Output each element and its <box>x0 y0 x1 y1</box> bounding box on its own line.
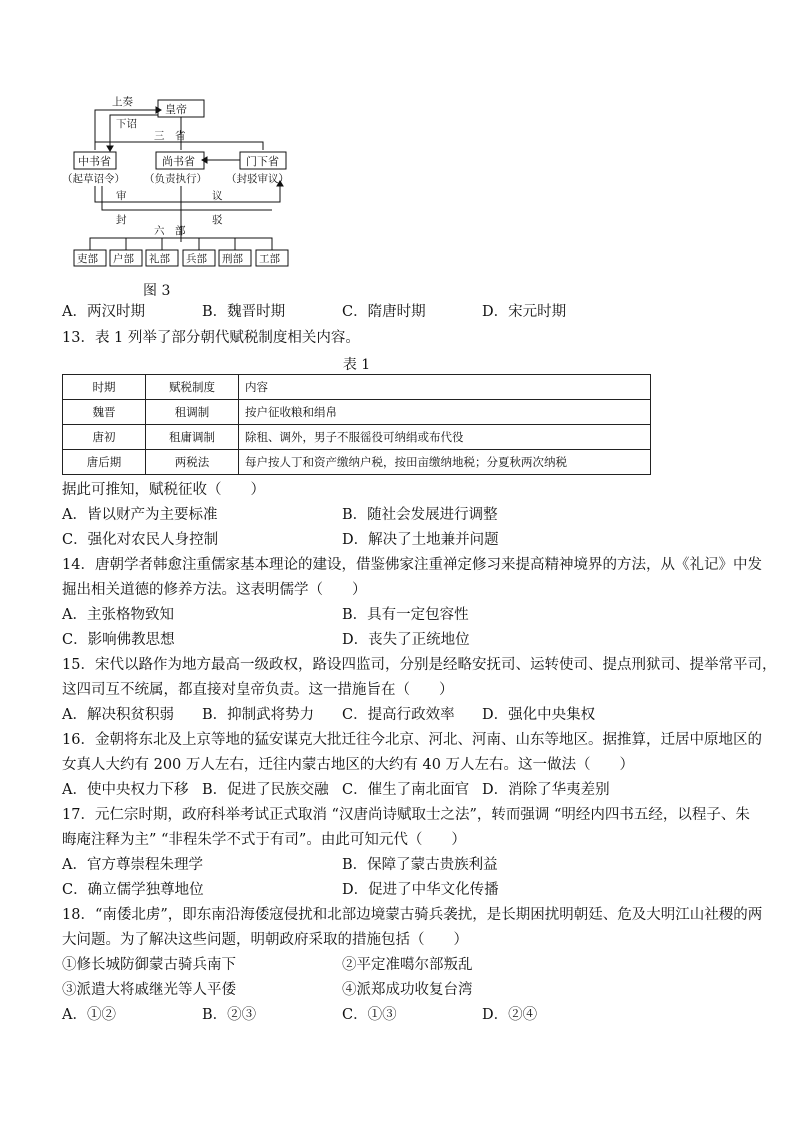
q18-line-1: 18．“南倭北虏”，即东南沿海倭寇侵扰和北部边境蒙古骑兵袭扰，是长期困扰明朝廷、危及大明江山社稷的两 <box>62 907 763 923</box>
shangzou-label: 上奏 <box>112 96 133 108</box>
cell-content: 每户按人丁和资产缴纳户税，按田亩缴纳地税；分夏秋两次纳税 <box>239 450 651 475</box>
shangshu-box-label: 尚书省 <box>162 155 195 168</box>
q17-option-c: C．确立儒学独尊地位 <box>62 882 204 898</box>
q17-line-1: 17．元仁宗时期，政府科举考试正式取消 “汉唐尚诗赋取士之法”，转而强调 “明经内四书五经，以程子、朱 <box>62 807 750 823</box>
emperor-box-label: 皇帝 <box>165 103 187 116</box>
zhongshu-role: （起草诏令） <box>62 173 125 185</box>
q14-option-c: C．影响佛教思想 <box>62 632 175 648</box>
q13-stem: 13．表 1 列举了部分朝代赋税制度相关内容。 <box>62 330 360 346</box>
q15-option-a: A．解决积贫积弱 <box>62 707 174 723</box>
tax-table <box>62 374 651 475</box>
xiazhao-label: 下诏 <box>116 118 137 130</box>
cell-content: 除租、调外，男子不服徭役可纳绢或布代役 <box>239 425 651 450</box>
q15-line-1: 15．宋代以路作为地方最高一级政权，路设四监司，分别是经略安抚司、运转使司、提点刑狱司、提举常平司， <box>62 657 777 673</box>
q12-option-d: D．宋元时期 <box>482 304 567 320</box>
table-row <box>63 450 651 475</box>
ministry-hu: 户部 <box>113 253 134 265</box>
figure-caption: 图 3 <box>143 283 171 299</box>
q14-option-a: A．主张格物致知 <box>62 607 174 623</box>
header-content: 内容 <box>239 375 651 400</box>
shen-label: 审 <box>116 190 127 202</box>
q13-option-c: C．强化对农民人身控制 <box>62 532 219 548</box>
q13-question: 据此可推知，赋税征收（ ） <box>62 482 265 498</box>
table-header-row <box>63 375 651 400</box>
q18-option-a: A．①② <box>62 1007 116 1023</box>
q18-line-2: 大问题。为了解决这些问题，明朝政府采取的措施包括（ ） <box>62 932 468 948</box>
menxia-box-label: 门下省 <box>246 155 279 168</box>
table-row <box>63 400 651 425</box>
q13-option-a: A．皆以财产为主要标准 <box>62 507 218 523</box>
feng-label: 封 <box>116 214 127 226</box>
ministry-li-rites: 礼部 <box>149 253 170 265</box>
q16-line-1: 16．金朝将东北及上京等地的猛安谋克大批迁往今北京、河北、河南、山东等地区。据推算，迁居中原地区的 <box>62 732 762 748</box>
q17-option-b: B．保障了蒙古贵族利益 <box>342 857 498 873</box>
q18-statement-3: ③派遣大将戚继光等人平倭 <box>62 982 236 998</box>
cell-content: 按户征收粮和绢帛 <box>239 400 651 425</box>
q14-option-b: B．具有一定包容性 <box>342 607 469 623</box>
zhongshu-box-label: 中书省 <box>78 155 111 168</box>
q18-statement-1: ①修长城防御蒙古骑兵南下 <box>62 957 236 973</box>
three-provinces-label: 三 省 <box>154 130 186 142</box>
menxia-role: （封驳审议） <box>226 173 289 185</box>
q14-option-d: D．丧失了正统地位 <box>342 632 470 648</box>
table-caption: 表 1 <box>342 357 371 373</box>
q13-option-d: D．解决了土地兼并问题 <box>342 532 499 548</box>
cell-period: 唐初 <box>63 425 146 450</box>
q16-option-b: B．促进了民族交融 <box>202 782 329 798</box>
q12-option-c: C．隋唐时期 <box>342 304 426 320</box>
q18-option-d: D．②④ <box>482 1007 538 1023</box>
q18-option-b: B．②③ <box>202 1007 257 1023</box>
cell-system: 租庸调制 <box>146 425 239 450</box>
ministry-li: 吏部 <box>77 253 98 265</box>
header-period: 时期 <box>63 375 146 400</box>
q14-line-1: 14．唐朝学者韩愈注重儒家基本理论的建设，借鉴佛家注重禅定修习来提高精神境界的方法，从《礼记》中发 <box>62 557 762 573</box>
q16-option-d: D．消除了华夷差别 <box>482 782 610 798</box>
six-ministries-label: 六 部 <box>154 225 186 237</box>
q16-line-2: 女真人大约有 200 万人左右，迁往内蒙古地区的大约有 40 万人左右。这一做法（ ） <box>62 757 635 773</box>
ministry-bing: 兵部 <box>186 253 207 265</box>
table-row <box>63 425 651 450</box>
q12-option-b: B．魏晋时期 <box>202 304 286 320</box>
q17-line-2: 晦庵注释为主” “非程朱学不式于有司”。由此可知元代（ ） <box>62 832 466 848</box>
q14-line-2: 掘出相关道德的修养方法。这表明儒学（ ） <box>62 582 367 598</box>
q15-line-2: 这四司互不统属，都直接对皇帝负责。这一措施旨在（ ） <box>62 682 454 698</box>
q15-option-d: D．强化中央集权 <box>482 707 596 723</box>
q13-option-b: B．随社会发展进行调整 <box>342 507 498 523</box>
q18-statement-4: ④派郑成功收复台湾 <box>342 982 473 998</box>
cell-system: 租调制 <box>146 400 239 425</box>
header-system: 赋税制度 <box>146 375 239 400</box>
q17-option-d: D．促进了中华文化传播 <box>342 882 499 898</box>
q12-option-a: A．两汉时期 <box>62 304 145 320</box>
cell-system: 两税法 <box>146 450 239 475</box>
q18-option-c: C．①③ <box>342 1007 397 1023</box>
q18-statement-2: ②平定准噶尔部叛乱 <box>342 957 473 973</box>
q15-option-c: C．提高行政效率 <box>342 707 455 723</box>
bo-label: 驳 <box>212 214 223 226</box>
q17-option-a: A．官方尊崇程朱理学 <box>62 857 203 873</box>
ministry-gong: 工部 <box>259 253 280 265</box>
cell-period: 唐后期 <box>63 450 146 475</box>
three-departments-diagram <box>60 90 300 275</box>
q16-option-c: C．催生了南北面官 <box>342 782 470 798</box>
ministry-xing: 刑部 <box>222 253 243 265</box>
shangshu-role: （负责执行） <box>144 173 207 185</box>
cell-period: 魏晋 <box>63 400 146 425</box>
yi-label: 议 <box>212 190 223 202</box>
q16-option-a: A．使中央权力下移 <box>62 782 189 798</box>
q15-option-b: B．抑制武将势力 <box>202 707 315 723</box>
